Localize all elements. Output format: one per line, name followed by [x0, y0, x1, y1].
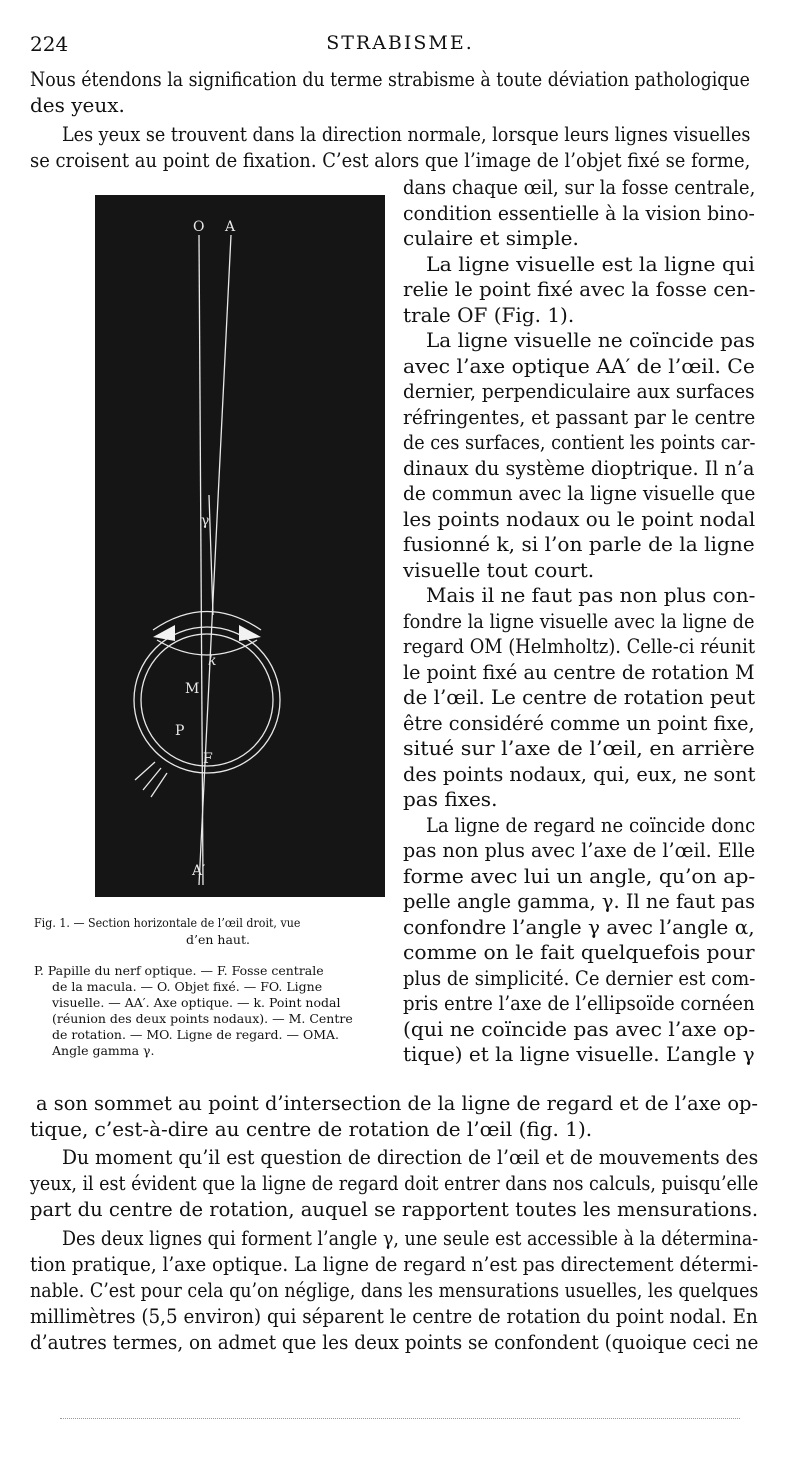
text-line: nable. C’est pour cela qu’on néglige, dans les mensurations usuelles, les quelques	[30, 1278, 759, 1302]
text-line: réfringentes, et passant par le centre	[403, 404, 756, 429]
text-line: être considéré comme un point fixe,	[403, 710, 755, 735]
text-line: forme avec lui un angle, qu’on ap-	[403, 863, 756, 888]
text-line: Du moment qu’il est question de direction de l’œil et de mouvements des	[62, 1145, 759, 1169]
text-line: a son sommet au point d’intersection de la ligne de regard et de l’axe op-	[36, 1091, 758, 1115]
text-line: plus de simplicité. Ce dernier est com-	[403, 965, 756, 990]
label-k: k	[208, 653, 217, 669]
text-line: pelle angle gamma, γ. Il ne faut pas	[403, 889, 756, 913]
legend-line: de rotation. — MO. Ligne de regard. — OMA.	[52, 1027, 339, 1042]
running-title: STRABISME.	[326, 32, 474, 54]
text-line: condition essentielle à la vision bino-	[403, 200, 755, 225]
text-line: Les yeux se trouvent dans la direction normale, lorsque leurs lignes visuelles	[62, 122, 751, 146]
text-line: yeux, il est évident que la ligne de regard doit entrer dans nos calculs, puisqu’elle	[30, 1171, 759, 1195]
legend-line: Angle gamma γ.	[52, 1043, 155, 1058]
eye-diagram	[95, 195, 385, 897]
text-line: Des deux lignes qui forment l’angle γ, une seule est accessible à la détermina-	[62, 1226, 759, 1250]
text-line: avec l’axe optique AA′ de l’œil. Ce	[403, 353, 755, 378]
text-line: Mais il ne faut pas non plus con-	[426, 583, 756, 607]
text-line: dinaux du système dioptrique. Il n’a	[403, 455, 755, 480]
text-line: dans chaque œil, sur la fosse centrale,	[403, 175, 756, 199]
text-line: Nous étendons la signification du terme strabisme à toute déviation pathologique	[30, 67, 750, 91]
text-line: trale OF (Fig. 1).	[403, 302, 575, 327]
text-line: La ligne de regard ne coïncide donc	[426, 812, 756, 837]
text-line: des points nodaux, qui, eux, ne sont	[403, 761, 756, 786]
text-line: pris entre l’axe de l’ellipsoïde cornéen	[403, 991, 755, 1015]
caption-line: Fig. 1. — Section horizontale de l’œil droit, vue	[34, 915, 301, 930]
optical-axis	[199, 235, 231, 885]
text-line: de commun avec la ligne visuelle que	[403, 481, 756, 505]
text-line: tion pratique, l’axe optique. La ligne de regard n’est pas directement détermi-	[30, 1252, 759, 1276]
text-line: fondre la ligne visuelle avec la ligne de	[403, 608, 755, 633]
text-line: se croisent au point de fixation. C’est alors que l’image de l’objet fixé se forme,	[30, 148, 751, 172]
legend-line: P. Papille du nerf optique. — F. Fosse centrale	[34, 963, 324, 978]
text-line: visuelle tout court.	[403, 557, 595, 582]
text-line: fusionné k, si l’on parle de la ligne	[403, 532, 755, 556]
label-M: M	[185, 681, 200, 697]
text-line: part du centre de rotation, auquel se rapportent toutes les mensurations.	[30, 1197, 759, 1221]
optic-nerve-lines	[135, 762, 167, 797]
page-footer-rule	[60, 1418, 740, 1419]
label-A-prime: A′	[192, 863, 206, 879]
text-line: d’autres termes, on admet que les deux points se confondent (quoique ceci ne	[30, 1330, 759, 1354]
label-O: O	[193, 219, 205, 235]
retina-outline	[141, 634, 273, 766]
text-line: pas non plus avec l’axe de l’œil. Elle	[403, 838, 756, 862]
text-line: comme on le fait quelquefois pour	[403, 940, 755, 964]
page-number: 224	[30, 32, 69, 56]
text-line: de l’œil. Le centre de rotation peut	[403, 685, 756, 709]
text-line: situé sur l’axe de l’œil, en arrière	[403, 736, 755, 760]
text-line: pas fixes.	[403, 787, 498, 811]
label-F: F	[203, 751, 213, 767]
visual-line	[199, 235, 203, 885]
text-line: millimètres (5,5 environ) qui séparent le centre de rotation du point nodal. En	[30, 1304, 758, 1328]
legend-line: de la macula. — O. Objet fixé. — FO. Ligne	[52, 979, 323, 994]
text-line: de ces surfaces, contient les points car-	[403, 430, 756, 454]
legend-line: (réunion des deux points nodaux). — M. Centre	[52, 1011, 353, 1026]
running-header	[30, 32, 770, 56]
label-gamma: γ	[201, 513, 210, 529]
text-line: confondre l’angle γ avec l’angle α,	[403, 914, 755, 939]
label-P: P	[175, 723, 185, 739]
figure-eye-section	[95, 195, 385, 897]
line-of-regard	[209, 495, 213, 615]
text-line: culaire et simple.	[403, 226, 579, 250]
caption-line: d’en haut.	[186, 932, 250, 947]
text-line: tique, c’est-à-dire au centre de rotation de l’œil (fig. 1).	[30, 1117, 593, 1141]
text-line: La ligne visuelle ne coïncide pas	[426, 328, 756, 352]
text-line: le point fixé au centre de rotation M	[403, 659, 755, 684]
lens	[157, 640, 257, 655]
text-line: dernier, perpendiculaire aux surfaces	[403, 379, 755, 403]
text-line: tique) et la ligne visuelle. L’angle γ	[403, 1042, 755, 1066]
text-line: regard OM (Helmholtz). Celle-ci réunit	[403, 634, 755, 658]
text-line: La ligne visuelle est la ligne qui	[426, 251, 755, 276]
legend-line: visuelle. — AA′. Axe optique. — k. Point nodal	[52, 995, 341, 1010]
label-A: A	[225, 219, 236, 235]
text-line: les points nodaux ou le point nodal	[403, 506, 756, 531]
text-line: (qui ne coïncide pas avec l’axe op-	[403, 1016, 756, 1041]
text-line: relie le point fixé avec la fosse cen-	[403, 277, 756, 301]
text-line: des yeux.	[30, 93, 125, 117]
